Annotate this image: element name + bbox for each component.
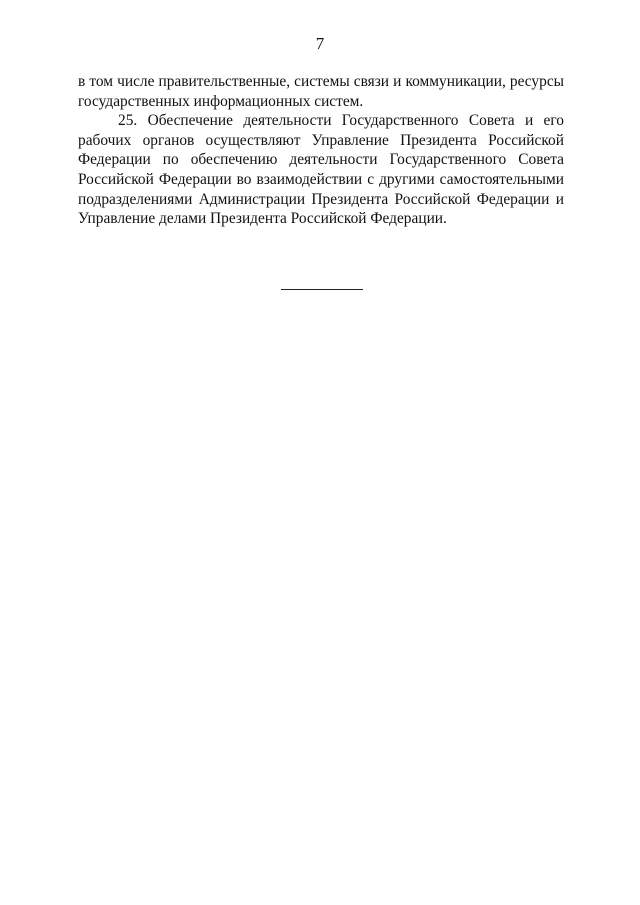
paragraph-continuation: в том числе правительственные, системы связи и коммуникации, ресурсы государственных информационных систем. — [78, 73, 564, 110]
body-text — [78, 72, 564, 229]
end-divider-line — [281, 289, 363, 290]
page-number: 7 — [315, 34, 325, 53]
paragraph-25: 25. Обеспечение деятельности Государственного Совета и его рабочих органов осуществляют Управление Президента Российской Федерации по обеспечению деятельности Государственного Совета Российской Федерации во взаимодействии с другими самостоятельными подразделениями Администрации Президента Российской Федерации и Управление делами Президента Российской Федерации. — [78, 112, 564, 228]
